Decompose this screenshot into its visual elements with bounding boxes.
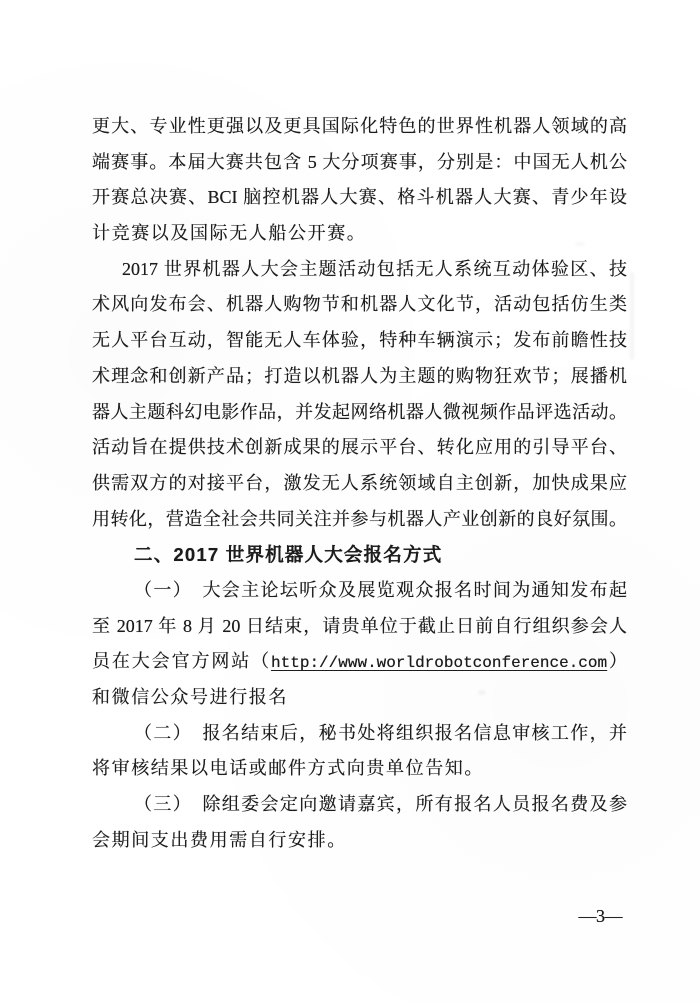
- item2-line1: （二） 报名结束后，秘书处将组织报名信息审核工作，并: [134, 722, 627, 743]
- para2-line8: 用转化，营造全社会共同关注并参与机器人产业创新的良好氛围。: [92, 508, 627, 529]
- para1-line2: 端赛事。本届大赛共包含 5 大分项赛事，分别是：中国无人机公: [92, 151, 627, 172]
- section2-heading: 二、2017 世界机器人大会报名方式: [134, 544, 443, 566]
- page-number: —3—: [578, 906, 622, 926]
- para1-line3: 开赛总决赛、BCI 脑控机器人大赛、格斗机器人大赛、青少年设: [92, 187, 627, 208]
- para1-line4: 计竞赛以及国际无人船公开赛。: [92, 223, 367, 244]
- para2-line4: 术理念和创新产品；打造以机器人为主题的购物狂欢节；展播机: [92, 365, 627, 386]
- para2-line3: 无人平台互动，智能无人车体验，特种车辆演示；发布前瞻性技: [92, 330, 627, 351]
- item3-line2: 会期间支出费用需自行安排。: [92, 829, 347, 850]
- item1-line3: [92, 644, 627, 680]
- item1-line3-prefix: 员在大会官方网站（: [92, 651, 272, 672]
- para2-line1: 2017 世界机器人大会主题活动包括无人系统互动体验区、技: [122, 258, 627, 279]
- item1-line1: （一） 大会主论坛听众及展览观众报名时间为通知发布起: [134, 579, 627, 600]
- item1-line2: 至 2017 年 8 月 20 日结束，请贵单位于截止日前自行组织参会人: [92, 615, 627, 636]
- para1-line1: 更大、专业性更强以及更具国际化特色的世界性机器人领域的高: [92, 116, 627, 136]
- item1-line3-suffix: ）: [607, 651, 628, 672]
- conference-website-link[interactable]: http://www.worldrobotconference.com: [271, 654, 608, 673]
- para2-line7: 供需双方的对接平台，激发无人系统领域自主创新，加快成果应: [92, 472, 627, 493]
- para2-line2: 术风向发布会、机器人购物节和机器人文化节，活动包括仿生类: [92, 294, 627, 315]
- item1-line4: 和微信公众号进行报名: [92, 687, 288, 707]
- para2-line5: 器人主题科幻电影作品，并发起网络机器人微视频作品评选活动。: [92, 401, 627, 422]
- scan-artifact-streak: [630, 272, 634, 360]
- para2-line6: 活动旨在提供技术创新成果的展示平台、转化应用的引导平台、: [92, 437, 627, 458]
- item3-line1: （三） 除组委会定向邀请嘉宾，所有报名人员报名费及参: [134, 794, 627, 815]
- item2-line2: 将审核结果以电话或邮件方式向贵单位告知。: [92, 758, 484, 779]
